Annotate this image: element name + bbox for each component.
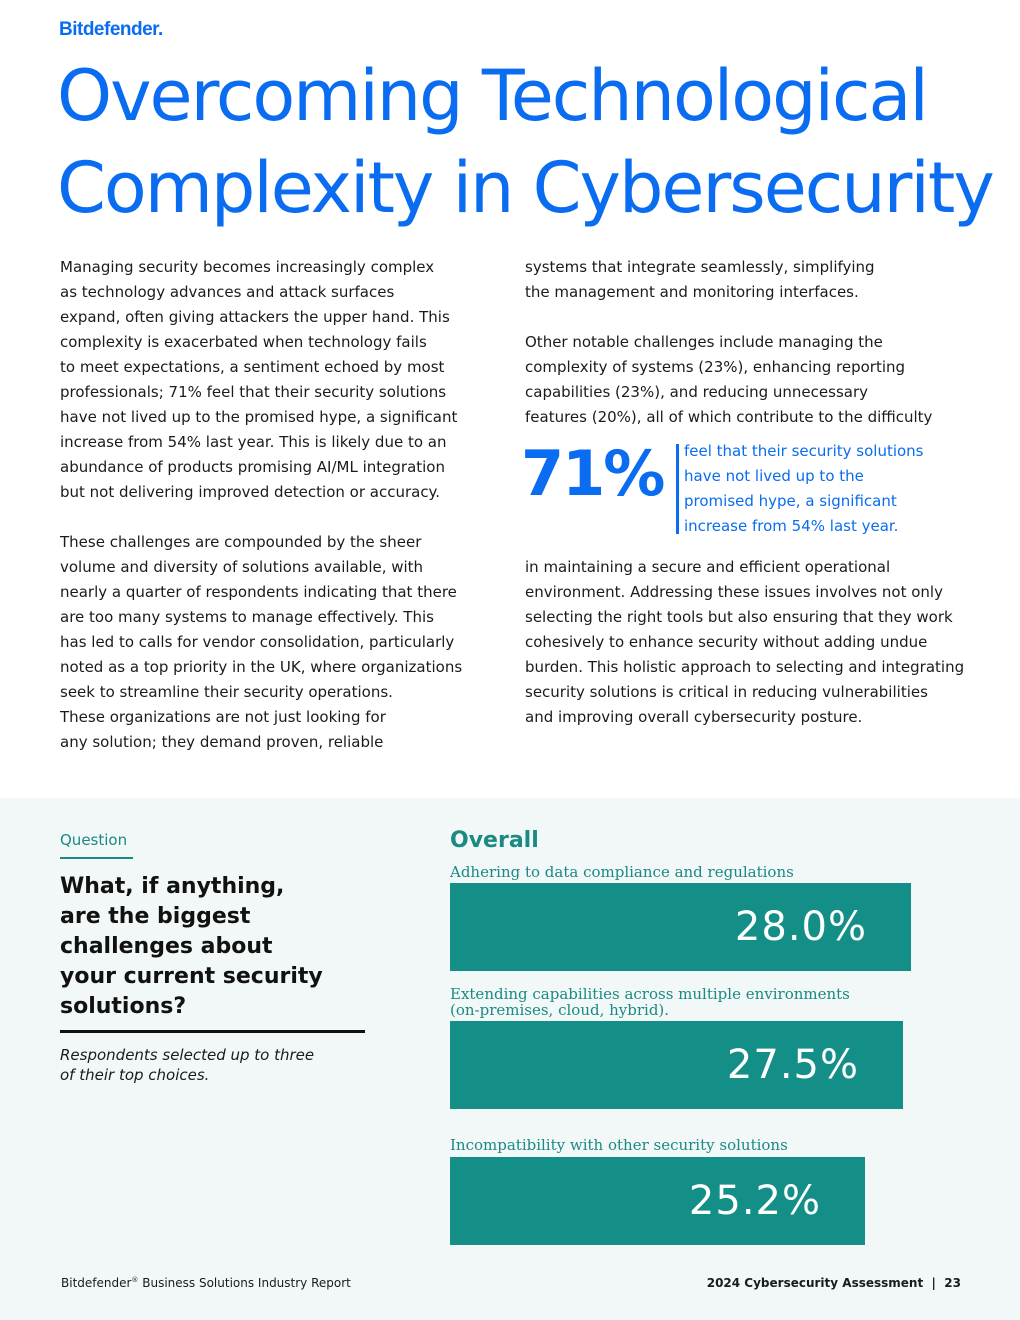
bar-multi-environment [450, 1021, 903, 1109]
footer-report-title: Business Solutions Industry Report [138, 1276, 351, 1290]
text-line: capabilities (23%), and reducing unnecessary [525, 383, 869, 401]
page-title [57, 50, 1007, 234]
text-line: noted as a top priority in the UK, where organizations [60, 658, 463, 676]
bar-label-line: Incompatibility with other security solutions [450, 1136, 788, 1154]
question-line: What, if anything, [60, 874, 285, 899]
right-paragraph-1 [525, 255, 875, 305]
title-line: Overcoming Technological [57, 55, 927, 137]
text-line: are too many systems to manage effectively. This [60, 608, 434, 626]
text-line: the management and monitoring interfaces. [525, 283, 859, 301]
text-line: any solution; they demand proven, reliable [60, 733, 384, 751]
respondent-note [60, 1045, 314, 1085]
right-paragraph-2 [525, 330, 932, 430]
text-line: cohesively to enhance security without adding undue [525, 633, 928, 651]
bar-compliance [450, 883, 911, 971]
question-text [60, 872, 323, 1022]
bar-label-line: Extending capabilities across multiple environments [450, 985, 850, 1003]
callout-divider [676, 444, 679, 534]
bar-label-line: Adhering to data compliance and regulations [450, 863, 794, 881]
text-line: systems that integrate seamlessly, simplifying [525, 258, 875, 276]
footer-page-info: 2024 Cybersecurity Assessment | 23 [706, 1276, 961, 1290]
bar-label-multi-environment [450, 986, 850, 1018]
text-line: environment. Addressing these issues involves not only [525, 583, 943, 601]
text-line: in maintaining a secure and efficient operational [525, 558, 891, 576]
callout-line: promised hype, a significant [684, 492, 897, 510]
text-line: complexity is exacerbated when technology fails [60, 333, 427, 351]
text-line: professionals; 71% feel that their security solutions [60, 383, 447, 401]
question-line: your current security [60, 964, 323, 989]
bar-label-compliance [450, 864, 794, 880]
text-line: to meet expectations, a sentiment echoed by most [60, 358, 445, 376]
text-line: have not lived up to the promised hype, a significant [60, 408, 458, 426]
text-line: has led to calls for vendor consolidation, particularly [60, 633, 455, 651]
bar-label-incompatibility [450, 1137, 788, 1153]
text-line: complexity of systems (23%), enhancing reporting [525, 358, 906, 376]
callout-line: have not lived up to the [684, 467, 864, 485]
title-line: Complexity in Cybersecurity [57, 147, 993, 229]
question-label-underline [60, 857, 133, 859]
text-line: expand, often giving attackers the upper hand. This [60, 308, 450, 326]
text-line: selecting the right tools but also ensuring that they work [525, 608, 953, 626]
text-line: increase from 54% last year. This is likely due to an [60, 433, 447, 451]
text-line: but not delivering improved detection or accuracy. [60, 483, 441, 501]
question-line: challenges about [60, 934, 273, 959]
bar-label-line: (on-premises, cloud, hybrid). [450, 1001, 670, 1019]
note-line: of their top choices. [60, 1066, 210, 1084]
text-line: volume and diversity of solutions available, with [60, 558, 424, 576]
text-line: These challenges are compounded by the sheer [60, 533, 422, 551]
question-label: Question [60, 831, 128, 849]
bitdefender-logo: Bitdefender. [59, 19, 163, 40]
text-line: abundance of products promising AI/ML integration [60, 458, 445, 476]
callout-text [684, 439, 924, 539]
right-paragraph-3 [525, 555, 964, 730]
bar-incompatibility [450, 1157, 865, 1245]
text-line: as technology advances and attack surfaces [60, 283, 395, 301]
chart-title: Overall [450, 828, 539, 853]
text-line: burden. This holistic approach to selecting and integrating [525, 658, 965, 676]
note-line: Respondents selected up to three [60, 1046, 315, 1064]
bar-value-label: 28.0% [734, 904, 867, 950]
left-paragraph-2 [60, 530, 462, 755]
text-line: These organizations are not just looking for [60, 708, 386, 726]
text-line: nearly a quarter of respondents indicating that there [60, 583, 457, 601]
registered-mark: ® [131, 1276, 139, 1284]
text-line: features (20%), all of which contribute to the difficulty [525, 408, 933, 426]
callout-stat-number: 71% [521, 437, 664, 510]
footer-report-name [61, 1276, 351, 1290]
callout-line: feel that their security solutions [684, 442, 924, 460]
text-line: Managing security becomes increasingly complex [60, 258, 435, 276]
text-line: and improving overall cybersecurity posture. [525, 708, 863, 726]
text-line: security solutions is critical in reducing vulnerabilities [525, 683, 928, 701]
question-line: solutions? [60, 994, 187, 1019]
text-line: Other notable challenges include managing the [525, 333, 883, 351]
footer-brand: Bitdefender [61, 1276, 132, 1290]
question-divider [60, 1030, 365, 1033]
bar-value-label: 27.5% [726, 1042, 859, 1088]
callout-line: increase from 54% last year. [684, 517, 899, 535]
question-line: are the biggest [60, 904, 251, 929]
text-line: seek to streamline their security operations. [60, 683, 393, 701]
bar-value-label: 25.2% [688, 1178, 821, 1224]
left-paragraph-1 [60, 255, 457, 505]
